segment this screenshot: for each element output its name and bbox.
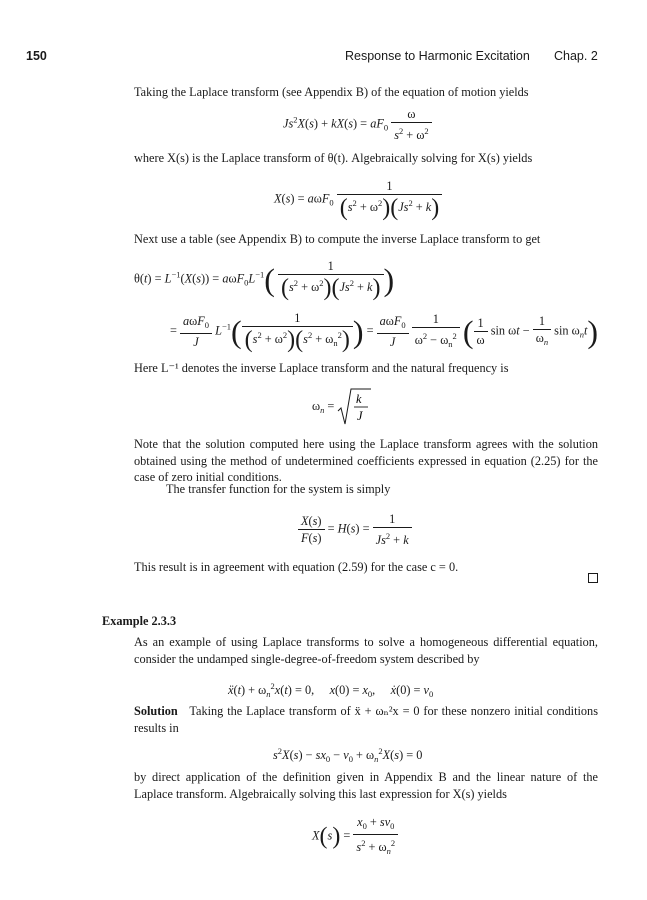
paragraph-agreement: This result is in agreement with equation (2.59) for the case c = 0.: [134, 560, 459, 574]
paragraph-inverse: Next use a table (see Appendix B) to compute the inverse Laplace transform to get: [134, 232, 541, 246]
paragraph-direct-application: by direct application of the definition given in Appendix B and the linear nature of the Laplace transform. Algebraically solving this last expression for X(s) yields: [134, 770, 598, 801]
paragraph-example-intro: As an example of using Laplace transforms to solve a homogeneous differential equation, consider the undamped single-degree-of-freedom system described by: [134, 635, 598, 666]
equation-xs-homogeneous: X(s) = $\frac{x_0 + sv_0}{s^2 + \omega_n^2}$: [312, 815, 398, 858]
section-title: Response to Harmonic Excitation: [345, 49, 530, 63]
equation-transfer-function: $\frac{X(s)}{F(s)}$ = H(s) = $\frac{1}{Js^2 + k}$: [298, 512, 412, 547]
equation-undamped-system: ẍ(t) + $\omega_n^2x(t) = 0$, $x(0) = x_0$, ẋ(0) = $v_0$: [228, 681, 434, 699]
paragraph-intro: Taking the Laplace transform (see Appendix B) of the equation of motion yields: [134, 85, 529, 99]
paragraph-where: where X(s) is the Laplace transform of θ(t). Algebraically solving for X(s) yields: [134, 151, 533, 165]
example-heading: Example 2.3.3: [102, 614, 177, 628]
svg-text:J: J: [357, 409, 363, 423]
equation-theta-inverse: $\theta(t) = L^{-1}(X(s)) = a\omega F_0L^{-1}$( $\frac{1}{(s^2 + \omega^2)(Js^2 + k)}$ ): [134, 259, 395, 302]
equation-xs-solution: X(s) = aωF$_0$ $\frac{1}{(s^2 + \omega^2)(Js^2 + k)}$: [274, 179, 442, 220]
equation-laplace-motion: $Js^2X(s) + kX(s) = aF_0$ $\frac{\omega}{s^2 + \omega^2}$: [283, 107, 432, 142]
paragraph-note: Note that the solution computed here using the Laplace transform agrees with the solution obtained using the method of undetermined coefficients expressed in equation (2.25) for the case of zero initial conditions.: [134, 437, 598, 484]
equation-transformed: $s^2X(s) - sx_0 - v_0 + \omega_n^2X(s) = 0$: [273, 746, 423, 764]
solution-text: Taking the Laplace transform of ẍ + ωₙ²x = 0 for these nonzero initial conditions results in: [134, 704, 598, 735]
paragraph-solution: [134, 703, 598, 736]
chapter-label: Chap. 2: [554, 49, 598, 63]
running-header: [0, 49, 647, 65]
end-of-example-box: [588, 573, 598, 583]
equation-natural-frequency: $\omega_n$ = k J: [312, 387, 371, 427]
page-number: 150: [26, 49, 47, 63]
sqrt-sign: [337, 387, 371, 427]
paragraph-natural-frequency: Here L⁻¹ denotes the inverse Laplace transform and the natural frequency is: [134, 361, 509, 375]
solution-label: Solution: [134, 704, 178, 718]
paragraph-transfer-intro: The transfer function for the system is simply: [166, 482, 391, 496]
equation-theta-result: = $\frac{a\omega F_0}{J}$ $L^{-1}$( $\frac{1}{(s^2 + \omega^2)(s^2 + \omega_n^2)}$ ) = $\frac{a\omega F_0}{J}$ $\frac{1}{\omega^2 - \omega_n^2}$ ( $\frac{1}{\omega}$ sin ωt − $\frac{1}{\omega_n}$ $\sin \omega_nt$): [170, 311, 599, 354]
svg-text:k: k: [356, 392, 362, 406]
